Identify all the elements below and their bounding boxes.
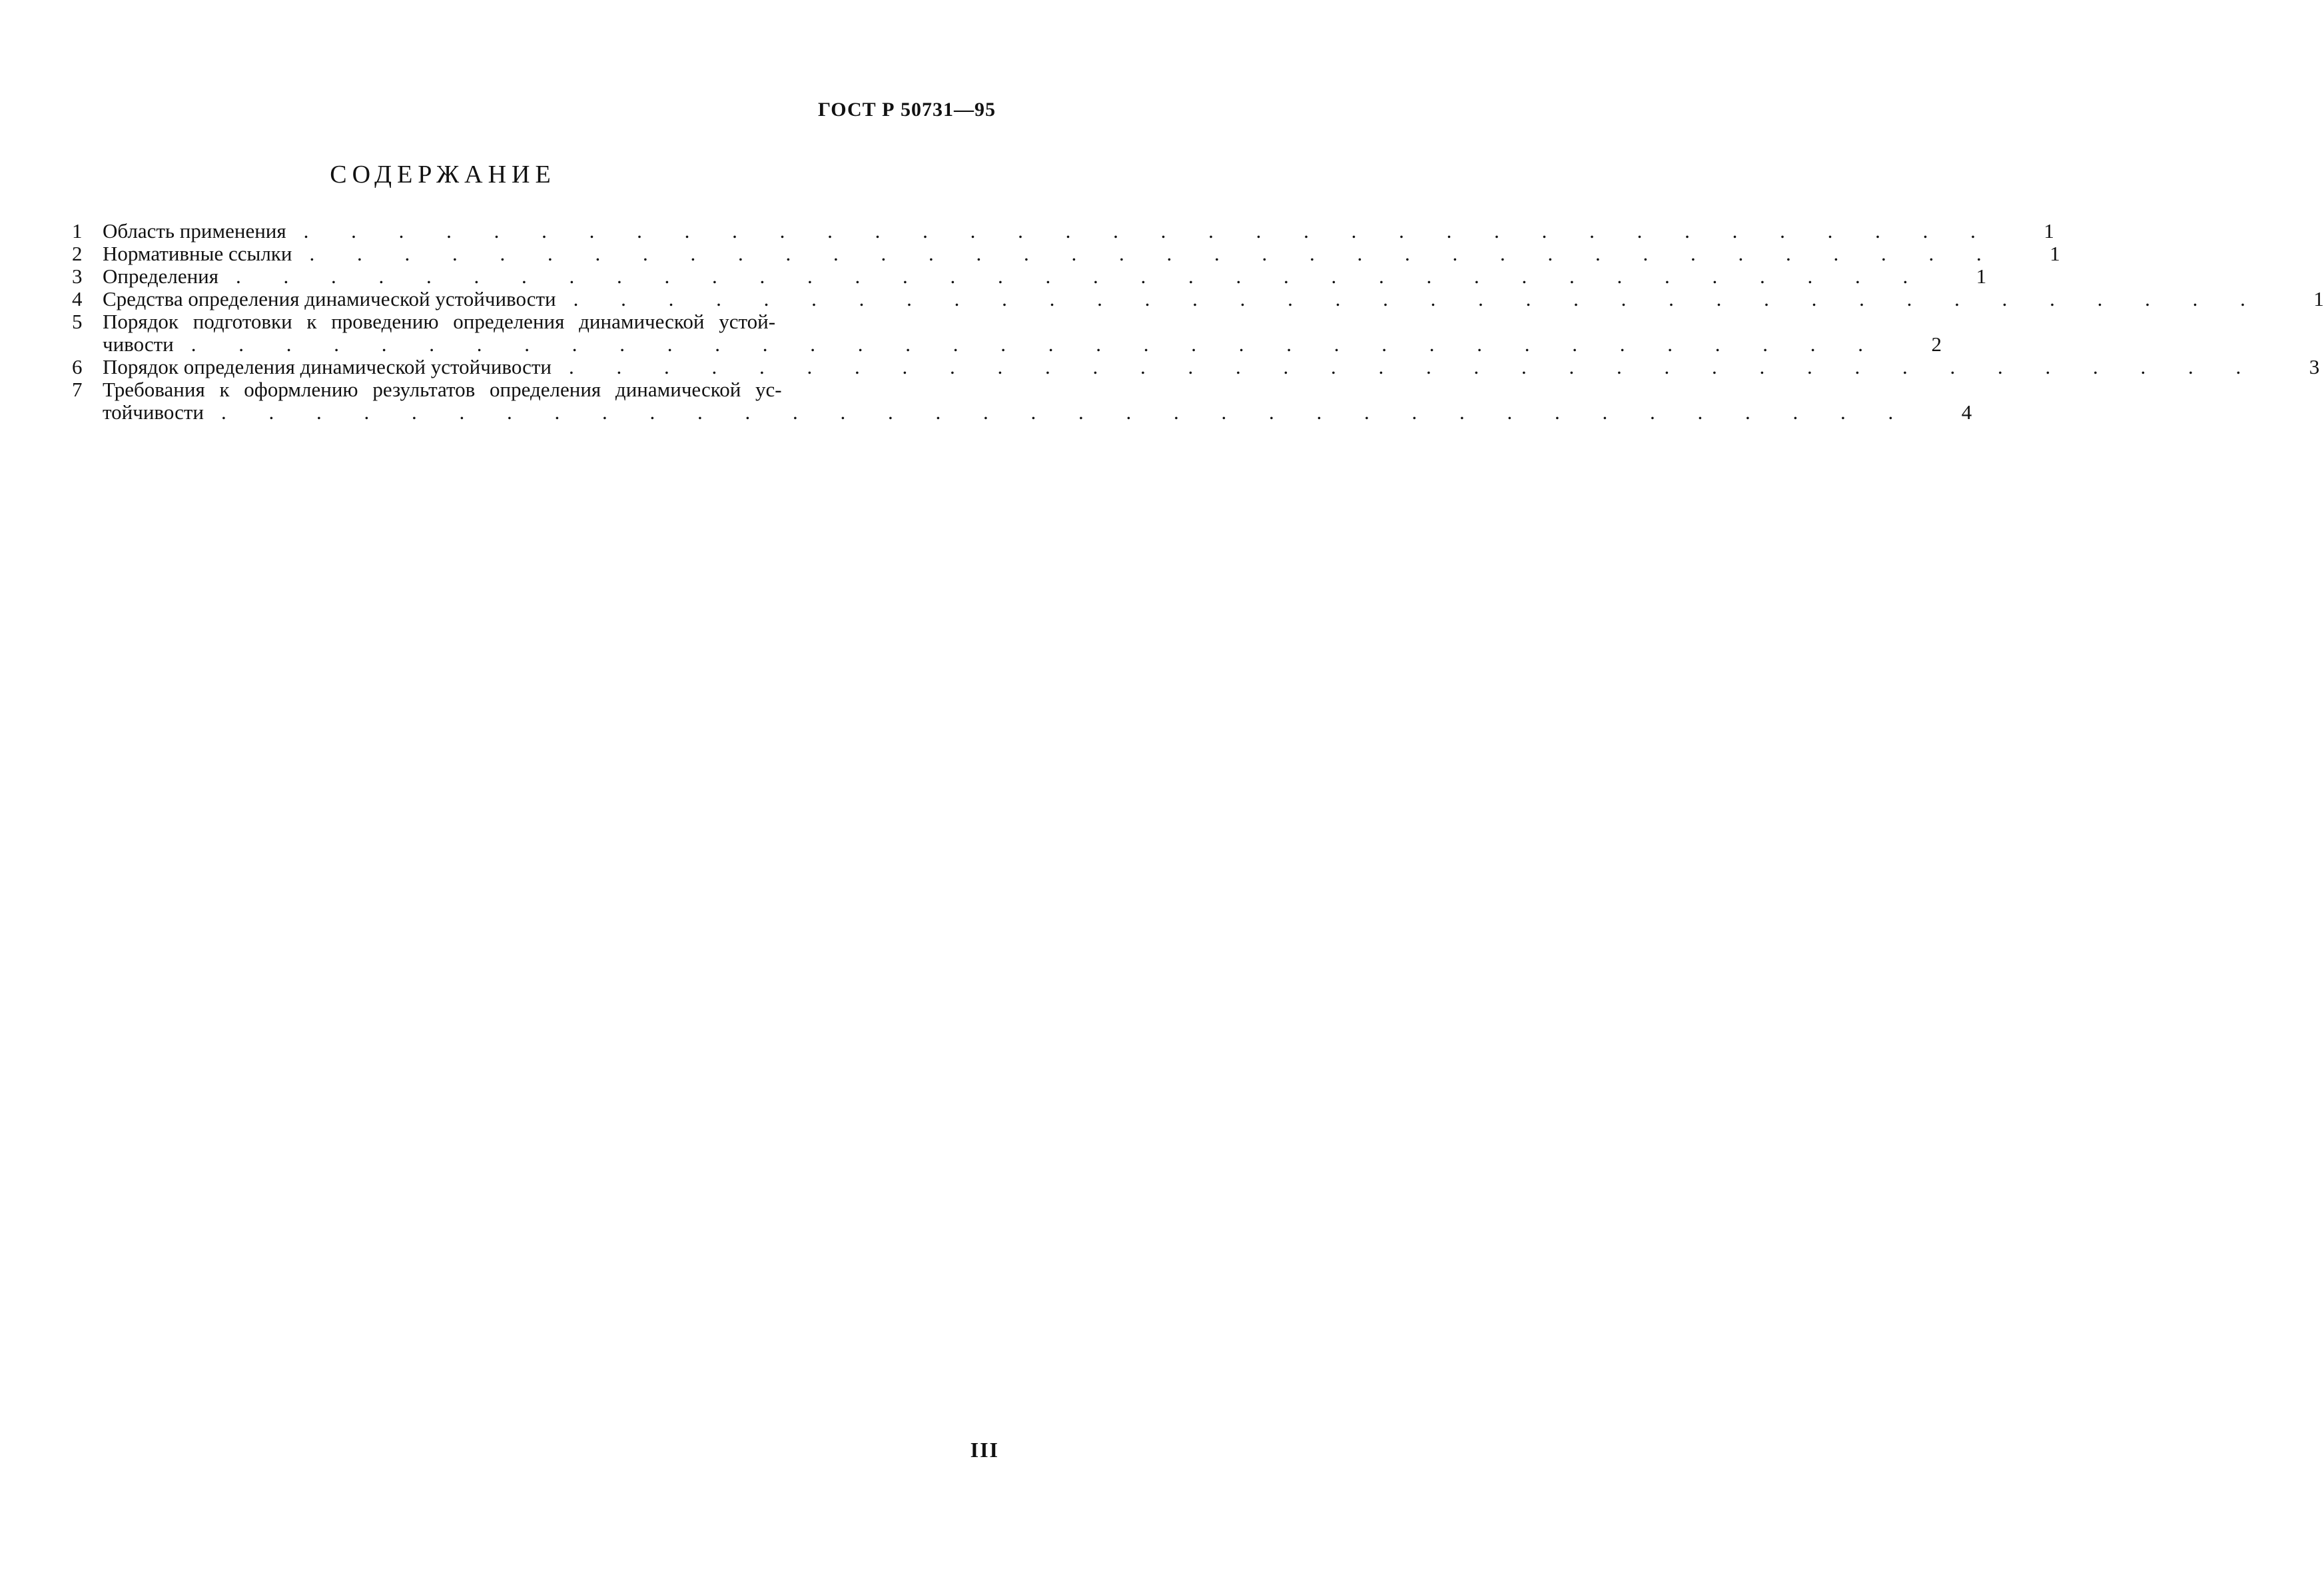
toc-item-title: Порядок определения динамической устойчивости: [103, 355, 552, 378]
toc-leader-dots: [304, 220, 1994, 243]
toc-item-page: 3: [2309, 355, 2320, 378]
toc-item[interactable]: [72, 264, 1987, 288]
toc-item[interactable]: [72, 378, 1972, 424]
toc-leader-dots: [574, 288, 2264, 310]
toc-leader-dots: [191, 333, 1882, 356]
toc-leader-dots: [221, 401, 1912, 424]
page-number: III: [970, 1438, 999, 1462]
toc-item-number: 4: [72, 287, 83, 310]
toc-item-title-line: Порядок подготовки к проведению определения динамической устой-: [103, 310, 776, 333]
toc-leader-dots: [236, 265, 1926, 288]
toc-item-title: Нормативные ссылки: [103, 242, 292, 265]
toc-item-title: Область применения: [103, 219, 286, 243]
toc-leader-dots: [309, 243, 2000, 265]
toc-item-title: Средства определения динамической устойчивости: [103, 287, 556, 310]
toc-item-number: 3: [72, 264, 83, 288]
toc-item-title-line: тойчивости: [103, 400, 204, 424]
toc-item-page: 1: [2313, 287, 2324, 310]
toc-item-page: 1: [2050, 242, 2060, 265]
toc-item[interactable]: [72, 310, 1942, 356]
toc-item[interactable]: [72, 219, 2054, 243]
toc-item-page: 2: [1931, 332, 1942, 356]
document-code: ГОСТ Р 50731—95: [817, 99, 996, 121]
toc-leader-dots: [569, 356, 2259, 378]
toc-item-number: 6: [72, 355, 83, 378]
table-of-contents: [72, 219, 2324, 424]
toc-item-number: 7: [72, 378, 83, 401]
toc-item[interactable]: [72, 355, 2320, 378]
toc-item-page: 1: [2044, 219, 2054, 243]
toc-item-page: 1: [1976, 264, 1987, 288]
toc-item-title-line: Требования к оформлению результатов определения динамической ус-: [103, 378, 782, 401]
toc-item-title-line: чивости: [103, 332, 174, 356]
toc-title: СОДЕРЖАНИЕ: [330, 161, 556, 189]
toc-item-title: Определения: [103, 264, 219, 288]
toc-item[interactable]: [72, 287, 2324, 310]
toc-item[interactable]: [72, 242, 2060, 265]
toc-item-page: 4: [1961, 400, 1972, 424]
toc-item-number: 2: [72, 242, 83, 265]
toc-item-number: 1: [72, 219, 83, 243]
toc-item-number: 5: [72, 310, 83, 333]
